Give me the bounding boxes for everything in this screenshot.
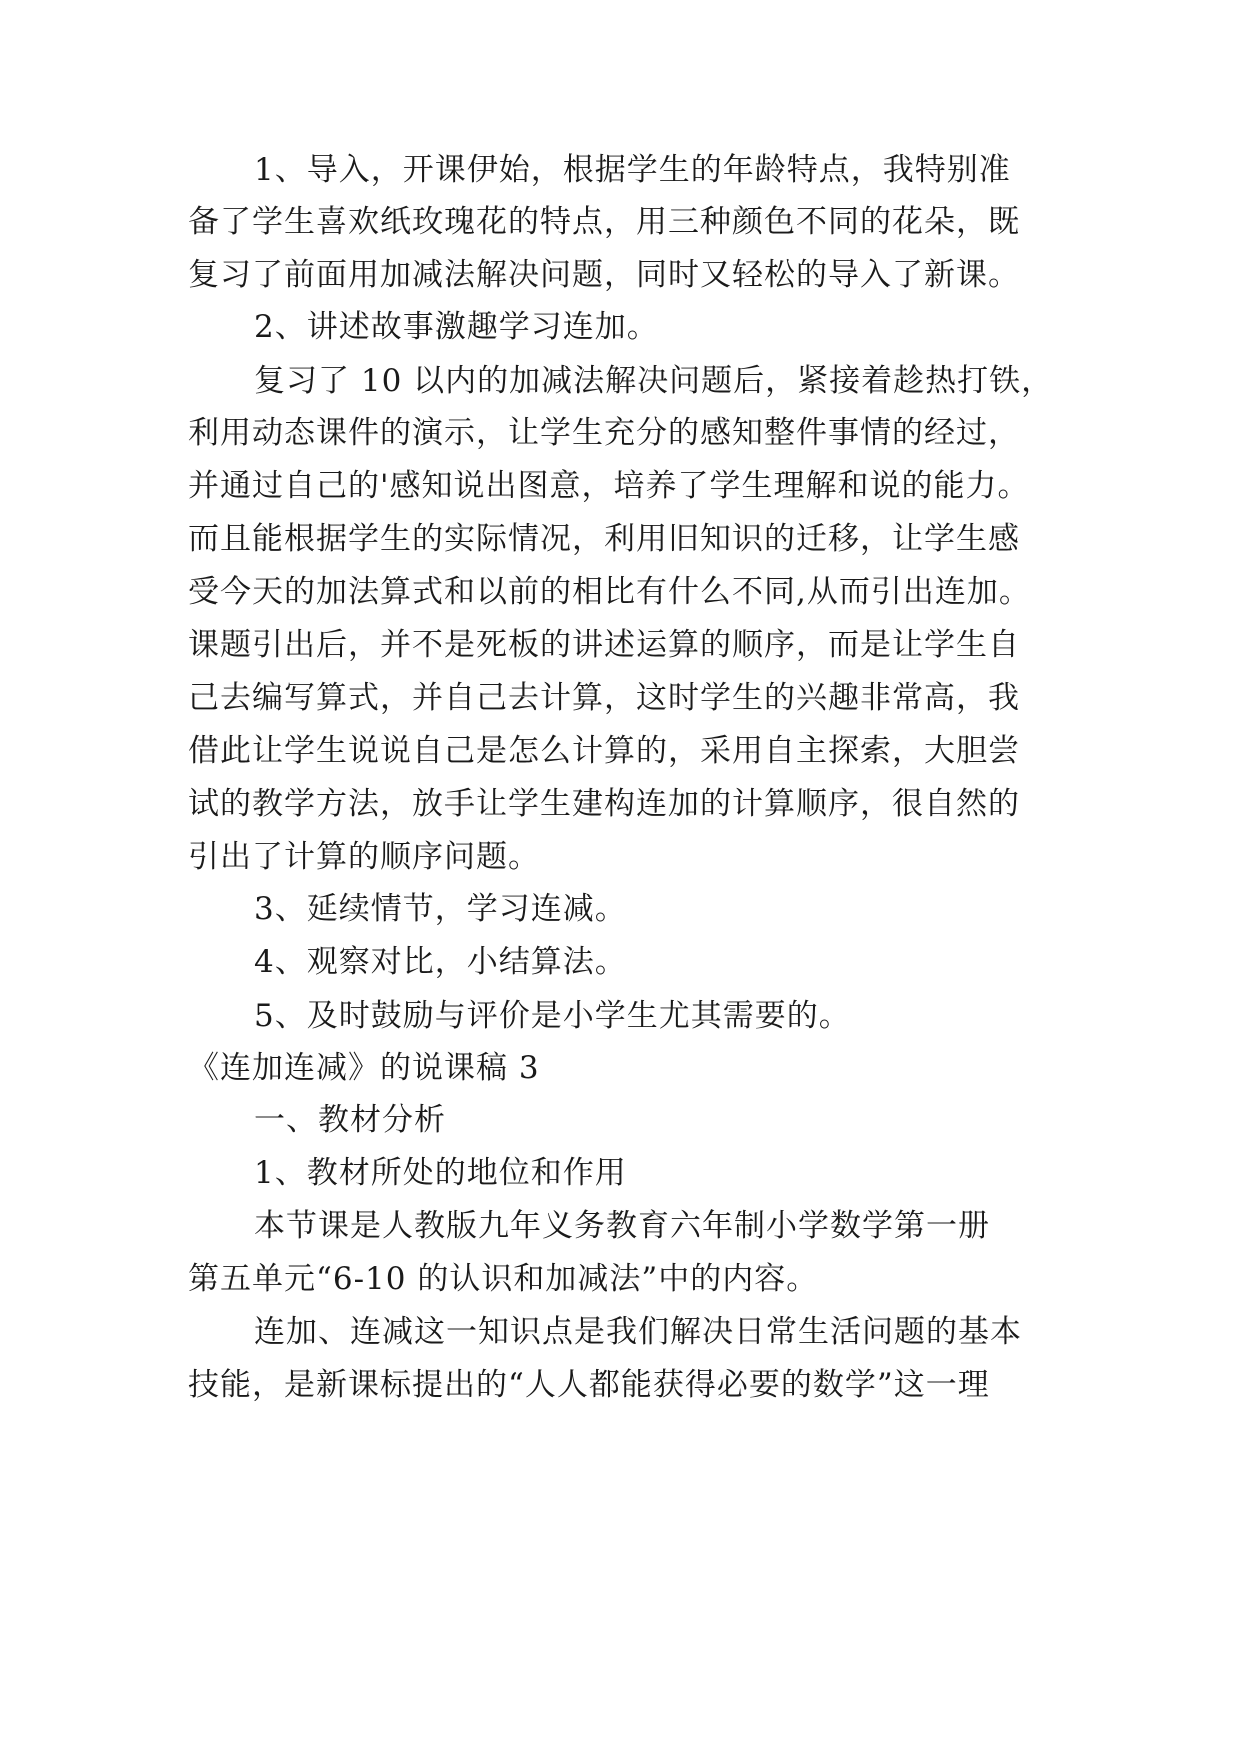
paragraph-line: 第五单元“6-10 的认识和加减法”中的内容。 — [188, 1261, 819, 1297]
paragraph-line: 1、导入，开课伊始，根据学生的年龄特点，我特别准 — [254, 152, 1011, 188]
paragraph-line: 并通过自己的'感知说出图意，培养了学生理解和说的能力。 — [188, 468, 1030, 504]
paragraph-line: 5、及时鼓励与评价是小学生尤其需要的。 — [254, 998, 851, 1034]
paragraph-line: 而且能根据学生的实际情况，利用旧知识的迁移，让学生感 — [188, 521, 1020, 557]
paragraph-line: 技能，是新课标提出的“人人都能获得必要的数学”这一理 — [188, 1367, 990, 1403]
paragraph-line: 复习了 10 以内的加减法解决问题后，紧接着趁热打铁， — [254, 363, 1054, 399]
paragraph-line: 连加、连减这一知识点是我们解决日常生活问题的基本 — [254, 1314, 1022, 1350]
paragraph-line: 本节课是人教版九年义务教育六年制小学数学第一册 — [254, 1208, 990, 1244]
paragraph-line: 受今天的加法算式和以前的相比有什么不同,从而引出连加。 — [188, 574, 1031, 610]
paragraph-line: 引出了计算的顺序问题。 — [188, 839, 540, 875]
paragraph-line: 课题引出后，并不是死板的讲述运算的顺序，而是让学生自 — [188, 627, 1020, 663]
paragraph-line: 复习了前面用加减法解决问题，同时又轻松的导入了新课。 — [188, 257, 1020, 293]
subheading-line: 1、教材所处的地位和作用 — [254, 1155, 627, 1191]
subheading-line: 一、教材分析 — [254, 1102, 446, 1138]
paragraph-line: 试的教学方法，放手让学生建构连加的计算顺序，很自然的 — [188, 786, 1020, 822]
paragraph-line: 2、讲述故事激趣学习连加。 — [254, 309, 659, 345]
paragraph-line: 利用动态课件的演示，让学生充分的感知整件事情的经过， — [188, 415, 1020, 451]
section-heading: 《连加连减》的说课稿 3 — [188, 1050, 540, 1086]
paragraph-line: 备了学生喜欢纸玫瑰花的特点，用三种颜色不同的花朵，既 — [188, 204, 1020, 240]
paragraph-line: 4、观察对比，小结算法。 — [254, 944, 627, 980]
paragraph-line: 借此让学生说说自己是怎么计算的，采用自主探索，大胆尝 — [188, 733, 1020, 769]
paragraph-line: 己去编写算式，并自己去计算，这时学生的兴趣非常高，我 — [188, 680, 1020, 716]
paragraph-line: 3、延续情节，学习连减。 — [254, 891, 627, 927]
